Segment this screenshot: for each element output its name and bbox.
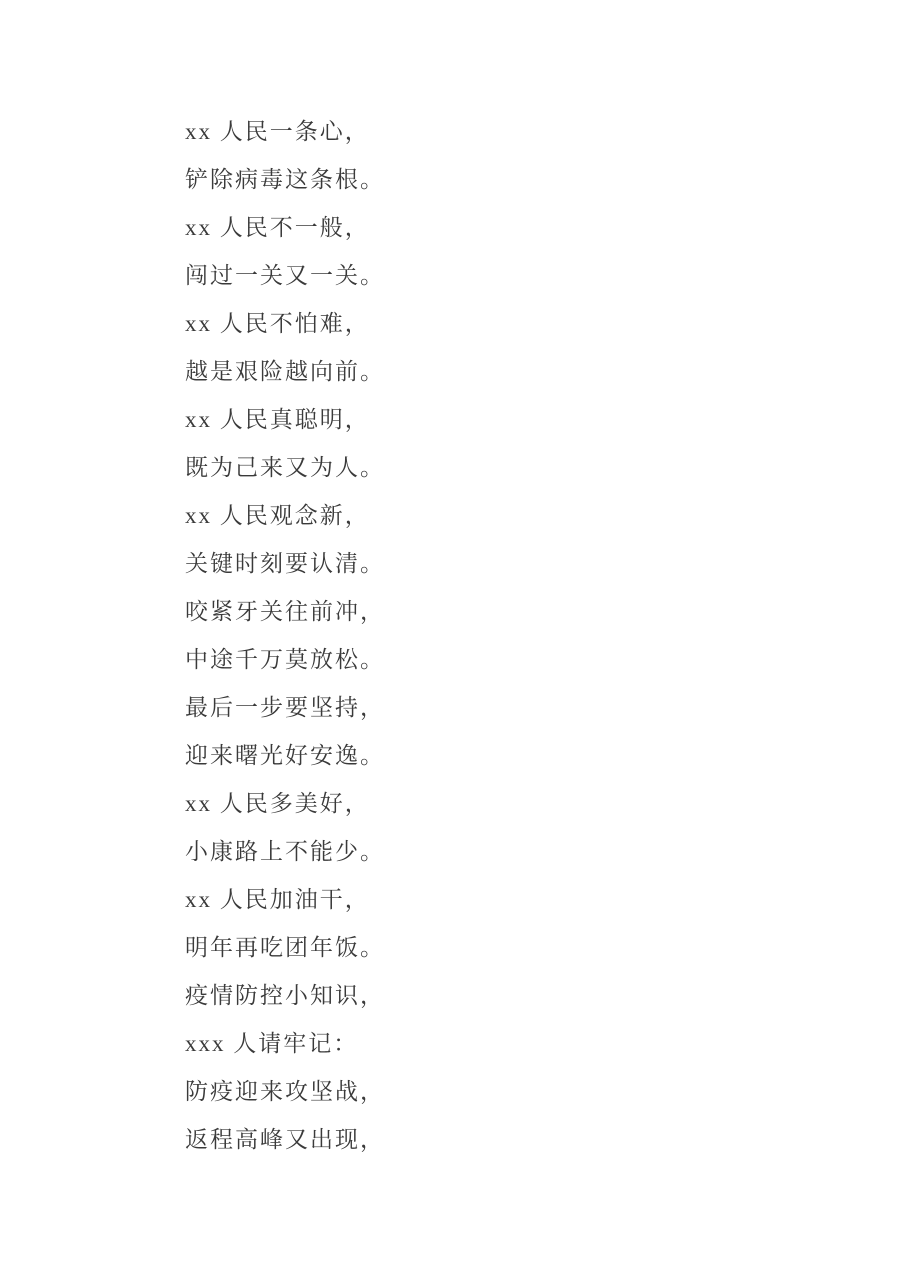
text-line: 明年再吃团年饭。 <box>185 935 385 960</box>
text-line: 咬紧牙关往前冲， <box>185 599 385 624</box>
text-line: xx 人民多美好， <box>185 791 370 816</box>
text-line: 最后一步要坚持， <box>185 695 385 720</box>
text-line: xx 人民不一般， <box>185 215 370 240</box>
text-line: 闯过一关又一关。 <box>185 263 385 288</box>
text-line: 既为己来又为人。 <box>185 455 385 480</box>
text-line: 迎来曙光好安逸。 <box>185 743 385 768</box>
text-line: 疫情防控小知识， <box>185 983 385 1008</box>
text-line: xx 人民观念新， <box>185 503 370 528</box>
text-line: xx 人民不怕难， <box>185 311 370 336</box>
text-line: xx 人民真聪明， <box>185 407 370 432</box>
text-line: 关键时刻要认清。 <box>185 551 385 576</box>
text-line: 返程高峰又出现， <box>185 1127 385 1152</box>
text-line: 铲除病毒这条根。 <box>185 167 385 192</box>
text-line: 小康路上不能少。 <box>185 839 385 864</box>
poem-text-block <box>185 108 785 1164</box>
text-line: 防疫迎来攻坚战， <box>185 1079 385 1104</box>
text-line: xxx 人请牢记： <box>185 1031 359 1056</box>
text-line: 中途千万莫放松。 <box>185 647 385 672</box>
text-line: 越是艰险越向前。 <box>185 359 385 384</box>
text-line: xx 人民一条心， <box>185 119 370 144</box>
text-line: xx 人民加油干， <box>185 887 370 912</box>
